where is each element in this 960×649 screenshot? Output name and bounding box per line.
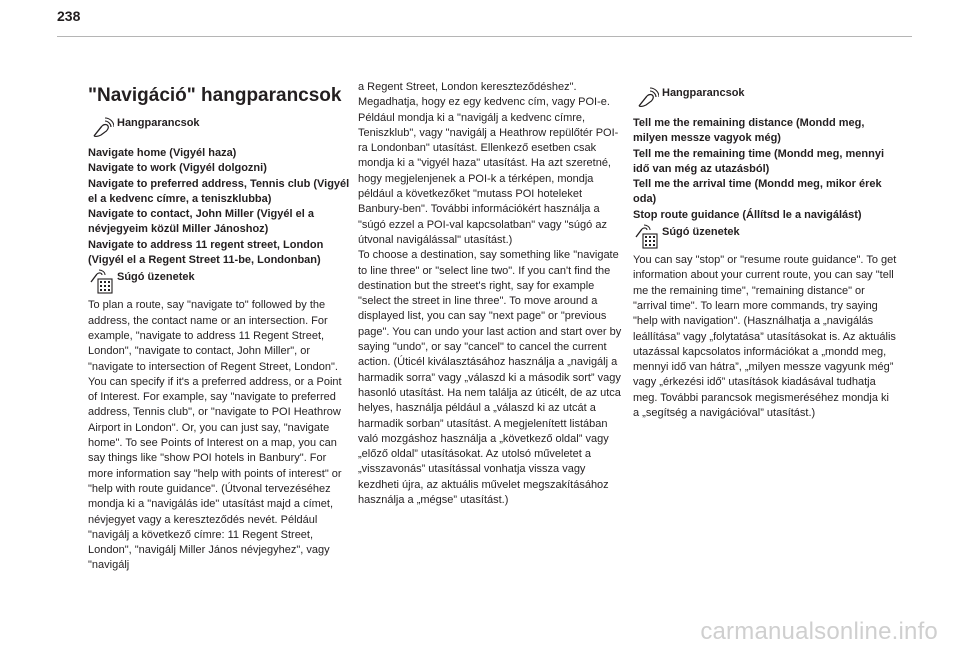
help-text: You can say "stop" or "resume route guidance". To get information about your current route, you can say "tell me the remaining time", "remaining distance" or "arrival time". To learn more commands, try saying "help with navigation". (Használhatja a „navigálás leállítása” vagy „folytatása” utasításokat is. Az aktuális utazással kapcsolatos információkat a „mondd meg, mennyi idő van hátra”, „milyen messze vagyunk még” vagy „érkezési idő” utasítások kiadásával tudhatja meg. További parancsok megismeréséhez mondja ki a „segítség a navigációval” utasítást.) bbox=[633, 254, 897, 420]
page-number: 238 bbox=[57, 8, 81, 24]
command-item: Navigate home (Vigyél haza) bbox=[88, 147, 237, 159]
voice-command-icon bbox=[88, 114, 114, 140]
command-item: Navigate to preferred address, Tennis club (Vigyél el a kedvenc címre, a teniszklubba) bbox=[88, 177, 350, 205]
column-1 bbox=[88, 80, 350, 574]
body-text: a Regent Street, London kereszteződéshez". Megadhatja, hogy ez egy kedvenc cím, vagy POI-e. Például mondja ki a "navigálj a kedvenc címre, Teniszklub", vagy "navigálj a Heathrow repülőtér POI-ra Londonban" utasítást. Ellenkező esetben csak mondja ki a "vigyél haza" utasítást. Ha azt szeretné, hogy megjelenjenek a POI-k a térképen, mondja például a következőket "mutass POI hoteleket Banbury-ben". További információkért használja a "súgó ezzel a POI-val kapcsolatban" vagy "súgó az útvonal navigálással" utasítást.) To choose a destination, say something like "navigate to line three" or "select line two". If you can't find the destination but the street's right, say for example "select the street in line three". To move around a displayed list, you can say "next page" or "previous page". You can undo your last action and start over by saying "undo", or say "cancel" to cancel the current action. (Úticél kiválasztásához használja a „navigálj a harmadik sorra” vagy „válaszd ki a második sort” vagy hasonló utasítást. Ha nem találja az úticélt, de az utca helyes, használja például a „válaszd ki az utcát a harmadik sorban” utasítást. A megjelenített listában való mozgáshoz használja a „következő oldal” vagy „előző oldal” utasításokat. Az utolsó műveletet a „visszavonás” utasítással vonhatja vissza vagy kezdheti újra, az aktuális művelet megszakításához használja a „mégse” utasítást.) bbox=[358, 81, 622, 507]
help-prompts-label: Súgó üzenetek bbox=[662, 226, 740, 239]
voice-commands-label: Hangparancsok bbox=[117, 117, 200, 129]
command-item: Navigate to work (Vigyél dolgozni) bbox=[88, 162, 267, 175]
voice-help-icon bbox=[88, 268, 114, 294]
command-item: Tell me the remaining distance (Mondd meg, milyen messze vagyok még) bbox=[633, 117, 865, 145]
column-3 bbox=[633, 80, 898, 421]
voice-commands-header bbox=[88, 114, 350, 140]
command-list bbox=[633, 116, 898, 223]
watermark: carmanualsonline.info bbox=[700, 618, 938, 645]
voice-command-icon bbox=[633, 84, 659, 110]
help-prompts-label: Súgó üzenetek bbox=[117, 271, 195, 284]
voice-commands-label: Hangparancsok bbox=[662, 87, 745, 99]
command-list bbox=[88, 146, 350, 268]
help-text: To plan a route, say "navigate to" followed by the address, the contact name or an intersection. For example, "navigate to address 11 Regent Street, London", "navigate to contact, John Miller", or "navigate to intersection of Regent Street, London". You can specify if it's a preferred address, or a Point of Interest. For example, say "navigate to preferred address, Tennis club", or "navigate to POI Heathrow Airport in London". Or, you can just say, "navigate home". To see Points of Interest on a map, you can say things like "show POI hotels in Banbury". For more information say "help with points of interest" or "help with route guidance". (Útvonal tervezéséhez mondja ki a "navigálás ide" utasítást majd a címet, névjegyet vagy a kereszteződés nevét. Például "navigálj a következő címre: 11 Regent Street, London", "navigálj Miller János névjegyhez", vagy "navigálj bbox=[88, 299, 342, 572]
command-item: Stop route guidance (Állítsd le a navigálást) bbox=[633, 208, 862, 221]
header-divider bbox=[57, 36, 912, 37]
column-2 bbox=[358, 80, 623, 508]
command-item: Navigate to contact, John Miller (Vigyél el a névjegyeim közül Miller Jánoshoz) bbox=[88, 208, 314, 236]
voice-help-icon bbox=[633, 223, 659, 249]
command-item: Tell me the arrival time (Mondd meg, mikor érek oda) bbox=[633, 178, 882, 206]
voice-commands-header bbox=[633, 84, 898, 110]
help-prompts-header bbox=[633, 223, 898, 249]
command-item: Tell me the remaining time (Mondd meg, mennyi idő van még az utazásból) bbox=[633, 147, 884, 175]
help-prompts-header bbox=[88, 268, 350, 294]
section-heading: "Navigáció" hangparancsok bbox=[88, 85, 342, 106]
command-item: Navigate to address 11 regent street, London (Vigyél el a Regent Street 11-be, Londonban) bbox=[88, 238, 324, 267]
